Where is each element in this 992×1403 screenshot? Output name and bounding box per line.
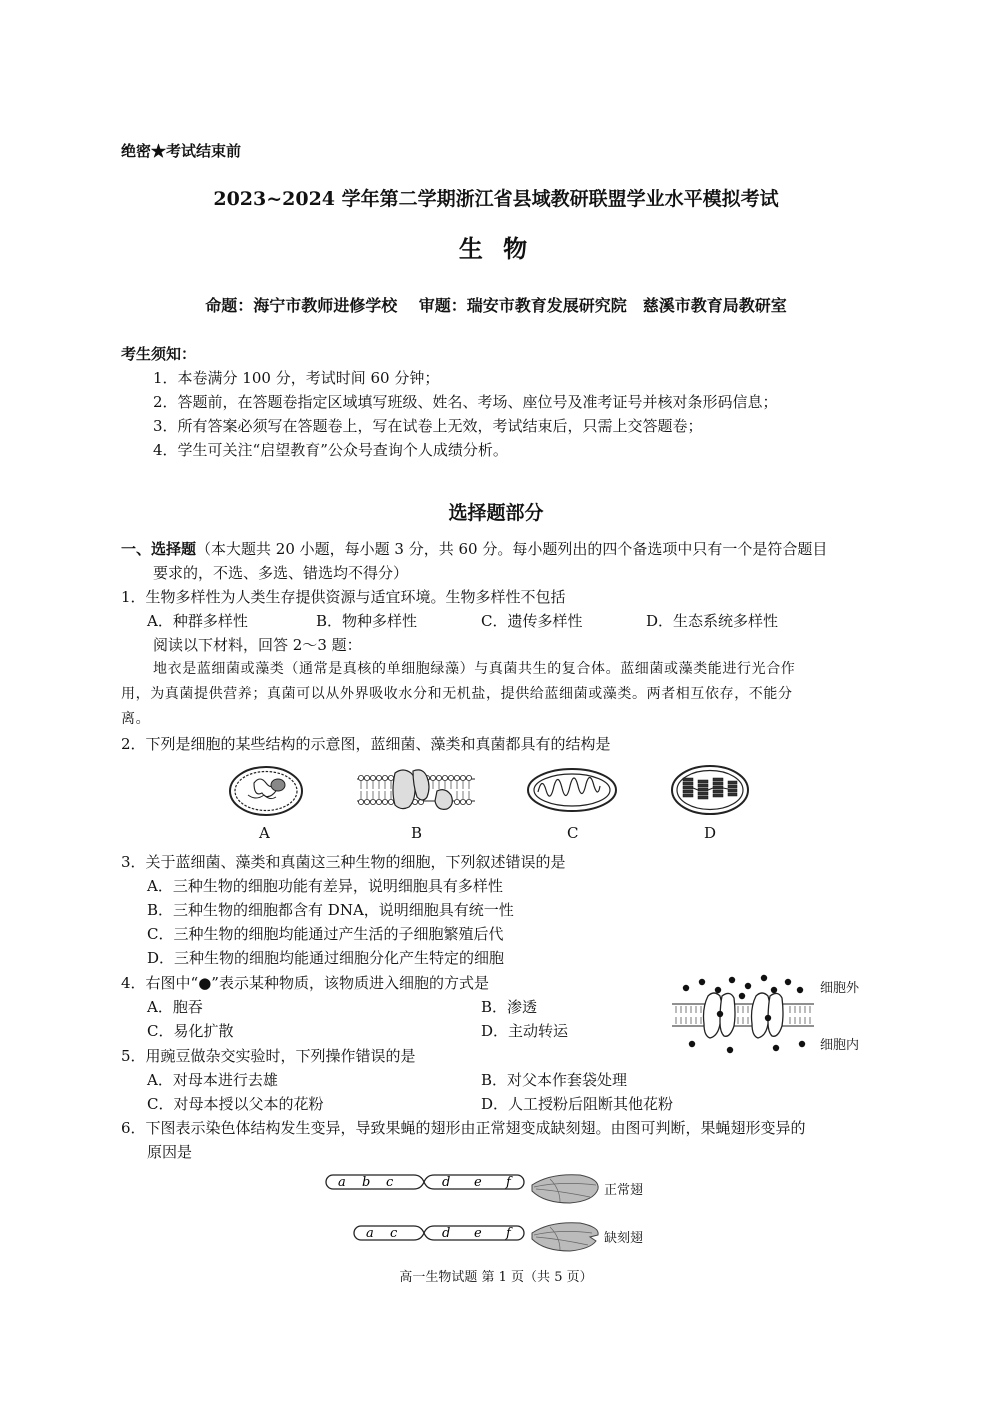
gene-d: d [442,1175,451,1190]
gene-a: a [338,1175,346,1190]
material-text: 离。 [121,711,151,727]
fig-membrane [357,767,475,813]
gene-a: a [366,1226,374,1241]
chromosome-normal [324,1173,526,1191]
material-intro: 阅读以下材料，回答 2～3 题： [153,636,362,654]
gene-c: c [390,1226,398,1241]
q2-stem: 2．下列是细胞的某些结构的示意图，蓝细菌、藻类和真菌都具有的结构是 [121,735,611,753]
gene-e: e [474,1175,482,1190]
exam-title: 2023~2024 学年第二学期浙江省县域教研联盟学业水平模拟考试 [213,188,779,210]
authors-line: 命题：海宁市教师进修学校 审题：瑞安市教育发展研究院 慈溪市教育局教研室 [205,296,787,315]
fig-label-inside: 细胞内 [820,1038,860,1053]
q4-option-a: A．胞吞 [147,998,203,1016]
gene-d: d [442,1226,451,1241]
material-text: 用，为真菌提供营养；真菌可以从外界吸收水分和无机盐，提供给蓝细菌或藻类。两者相互依存，不能分 [121,686,793,702]
q1-option-a: A．种群多样性 [147,612,248,630]
q1-option-b: B．物种多样性 [316,612,418,630]
q6-stem: 6．下图表示染色体结构发生变异，导致果蝇的翅形由正常翅变成缺刻翅。由图可判断，果蝇翅形变异的 [121,1119,806,1137]
page-footer: 高一生物试题 第 1 页（共 5 页） [399,1270,593,1285]
part-heading [121,538,827,559]
part-desc: （本大题共 20 小题，每小题 3 分，共 60 分。每小题列出的四个备选项中只有一个是符合题目 [196,540,828,558]
q1-stem: 1．生物多样性为人类生存提供资源与适宜环境。生物多样性不包括 [121,588,566,606]
part-desc-cont: 要求的，不选、多选、错选均不得分） [153,564,409,582]
q4-option-d: D．主动转运 [481,1022,569,1040]
q4-option-b: B．渗透 [481,998,538,1016]
wing-normal-shape [530,1171,602,1207]
gene-f: f [506,1175,511,1190]
notice-item: 3．所有答案必须写在答题卷上，写在试卷上无效，考试结束后，只需上交答题卷； [153,417,703,435]
q3-option-d: D．三种生物的细胞均能通过细胞分化产生特定的细胞 [147,949,505,967]
notice-item: 1．本卷满分 100 分，考试时间 60 分钟； [153,369,440,387]
q2-label-a: A [259,824,270,842]
q3-option-a: A．三种生物的细胞功能有差异，说明细胞具有多样性 [147,877,503,895]
section-title: 选择题部分 [448,502,544,524]
q3-stem: 3．关于蓝细菌、藻类和真菌这三种生物的细胞，下列叙述错误的是 [121,853,566,871]
wing-notched-shape [530,1219,602,1255]
q2-label-b: B [411,824,423,842]
fig-label-outside: 细胞外 [820,981,860,996]
fig-mitochondrion [526,766,618,814]
part-label: 一、选择题 [121,540,197,558]
q5-option-b: B．对父本作套袋处理 [481,1071,628,1089]
notice-item: 2．答题前，在答题卷指定区域填写班级、姓名、考场、座位号及准考证号并核对条形码信息； [153,393,778,411]
q3-option-b: B．三种生物的细胞都含有 DNA，说明细胞具有统一性 [147,901,514,919]
q6-stem-cont: 原因是 [147,1143,193,1161]
chromosome-notched [352,1224,526,1242]
gene-c: c [386,1175,394,1190]
q4-stem: 4．右图中“●”表示某种物质，该物质进入细胞的方式是 [121,974,489,992]
fig-chloroplast [670,764,750,816]
q1-option-d: D．生态系统多样性 [646,612,779,630]
q4-option-c: C．易化扩散 [147,1022,234,1040]
notice-item: 4．学生可关注“启望教育”公众号查询个人成绩分析。 [153,441,508,459]
q5-option-a: A．对母本进行去雄 [147,1071,278,1089]
material-text: 地衣是蓝细菌或藻类（通常是真核的单细胞绿藻）与真菌共生的复合体。蓝细菌或藻类能进行光合作 [153,661,796,677]
q3-option-c: C．三种生物的细胞均能通过产生活的子细胞繁殖后代 [147,925,504,943]
gene-f: f [506,1226,511,1241]
wing-normal-label: 正常翅 [604,1183,644,1198]
q2-label-c: C [567,824,579,842]
q5-option-d: D．人工授粉后阻断其他花粉 [481,1095,674,1113]
wing-notched-label: 缺刻翅 [604,1231,644,1246]
subject-title: 生 物 [458,234,534,263]
q1-option-c: C．遗传多样性 [481,612,583,630]
secret-label: 绝密★考试结束前 [121,142,242,160]
q5-option-c: C．对母本授以父本的花粉 [147,1095,324,1113]
q5-stem: 5．用豌豆做杂交实验时，下列操作错误的是 [121,1047,416,1065]
notice-heading: 考生须知： [121,345,197,363]
q2-label-d: D [704,824,717,842]
gene-b: b [362,1175,371,1190]
fig-nucleus [228,765,304,817]
gene-e: e [474,1226,482,1241]
fig-transport [672,974,814,1056]
